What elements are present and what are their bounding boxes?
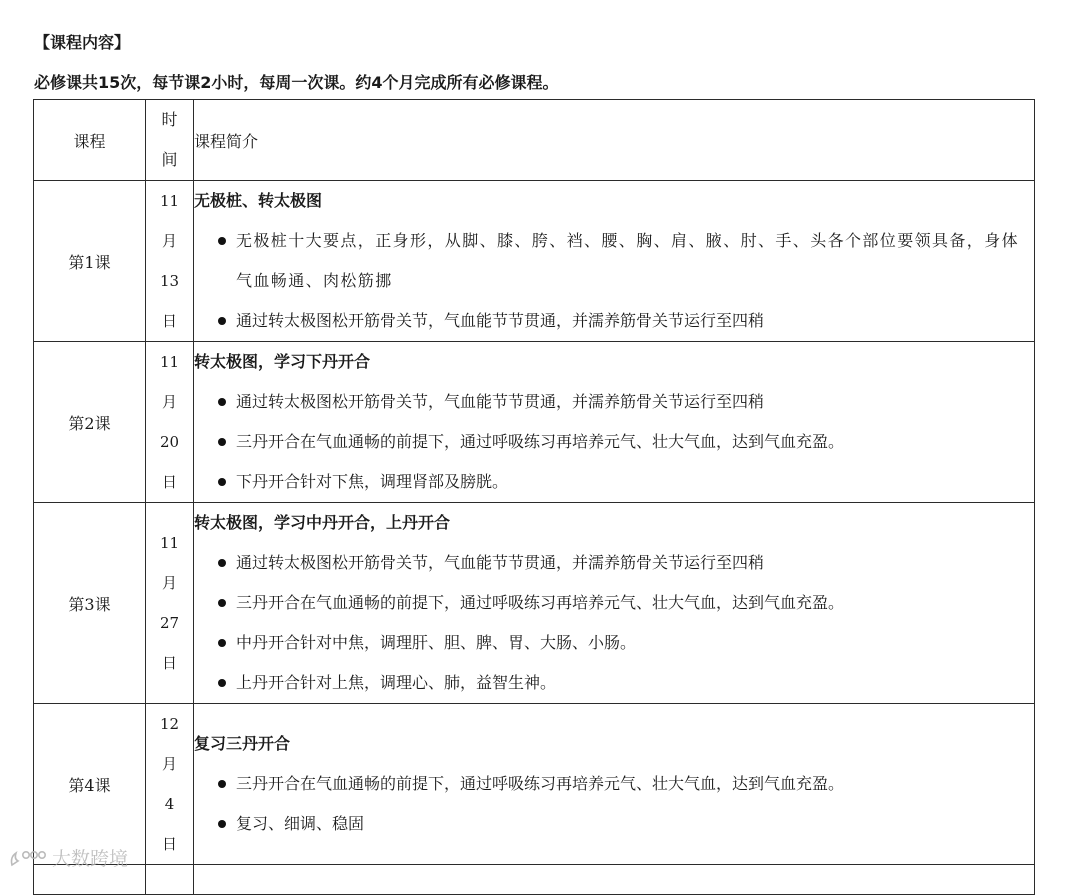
lesson-topic: 转太极图，学习中丹开合，上丹开合 — [194, 513, 451, 532]
lesson-date — [146, 181, 194, 342]
lesson-description — [194, 503, 1035, 704]
bullet-icon — [218, 780, 226, 788]
list-item — [194, 543, 1034, 583]
point-text: 三丹开合在气血通畅的前提下，通过呼吸练习再培养元气、壮大气血，达到气血充盈。 — [236, 593, 845, 612]
lesson-name: 第4课 — [34, 704, 146, 865]
date-part: 27 — [159, 614, 180, 632]
lesson-points — [194, 382, 1034, 502]
header-time-char-1: 时 — [161, 110, 178, 129]
bullet-icon — [218, 237, 226, 245]
section-title: 【课程内容】 — [34, 33, 131, 52]
lesson-points — [194, 764, 1034, 844]
date-part: 日 — [161, 312, 177, 330]
lesson-name: 第3课 — [34, 503, 146, 704]
point-text: 三丹开合在气血通畅的前提下，通过呼吸练习再培养元气、壮大气血，达到气血充盈。 — [236, 774, 845, 793]
list-item — [194, 804, 1034, 844]
list-item — [194, 422, 1034, 462]
bullet-icon — [218, 438, 226, 446]
lesson-topic: 复习三丹开合 — [194, 734, 291, 753]
date-part: 月 — [161, 393, 177, 411]
table-row — [34, 704, 1035, 865]
lesson-points — [194, 221, 1034, 341]
point-text: 无极桩十大要点，正身形，从脚、膝、胯、裆、腰、胸、肩、腋、肘、手、头各个部位要领具备，身体气血畅通、肉松筋挪 — [236, 231, 1020, 290]
lesson-date — [146, 503, 194, 704]
lesson-date — [146, 704, 194, 865]
course-table — [33, 99, 1035, 895]
lesson-topic: 转太极图，学习下丹开合 — [194, 352, 371, 371]
watermark — [8, 844, 128, 871]
table-row — [34, 181, 1035, 342]
list-item — [194, 462, 1034, 502]
date-part: 日 — [161, 654, 177, 672]
lesson-description — [194, 342, 1035, 503]
list-item — [194, 301, 1034, 341]
header-time-char-2: 间 — [161, 150, 178, 169]
point-text: 上丹开合针对上焦，调理心、肺，益智生神。 — [236, 673, 557, 692]
list-item — [194, 623, 1034, 663]
point-text: 复习、细调、稳固 — [236, 814, 365, 833]
table-row — [34, 503, 1035, 704]
bullet-icon — [218, 599, 226, 607]
table-row — [34, 342, 1035, 503]
lesson-date — [146, 342, 194, 503]
point-text: 通过转太极图松开筋骨关节，气血能节节贯通，并濡养筋骨关节运行至四稍 — [236, 392, 765, 411]
date-part: 日 — [161, 473, 177, 491]
bullet-icon — [218, 398, 226, 406]
bullet-icon — [218, 679, 226, 687]
date-part: 13 — [159, 272, 180, 290]
lesson-topic: 无极桩、转太极图 — [194, 191, 323, 210]
watermark-logo-icon — [8, 847, 48, 869]
list-item — [194, 663, 1034, 703]
list-item — [194, 764, 1034, 804]
date-part: 20 — [159, 433, 180, 451]
date-part: 11 — [159, 534, 180, 552]
bullet-icon — [218, 317, 226, 325]
date-part: 12 — [159, 715, 180, 733]
lesson-description — [194, 704, 1035, 865]
list-item — [194, 583, 1034, 623]
date-part: 月 — [161, 232, 177, 250]
lesson-description — [194, 181, 1035, 342]
header-course: 课程 — [34, 100, 146, 181]
header-description: 课程简介 — [194, 100, 1035, 181]
date-part: 月 — [161, 574, 177, 592]
point-text: 下丹开合针对下焦，调理肾部及膀胱。 — [236, 472, 509, 491]
point-text: 中丹开合针对中焦，调理肝、胆、脾、胃、大肠、小肠。 — [236, 633, 637, 652]
lesson-name: 第1课 — [34, 181, 146, 342]
lesson-name: 第2课 — [34, 342, 146, 503]
bullet-icon — [218, 559, 226, 567]
intro-text: 必修课共15次，每节课2小时，每周一次课。约4个月完成所有必修课程。 — [34, 73, 559, 92]
date-part: 日 — [161, 835, 177, 853]
list-item — [194, 382, 1034, 422]
point-text: 三丹开合在气血通畅的前提下，通过呼吸练习再培养元气、壮大气血，达到气血充盈。 — [236, 432, 845, 451]
bullet-icon — [218, 639, 226, 647]
date-part: 11 — [159, 192, 180, 210]
lesson-points — [194, 543, 1034, 703]
bullet-icon — [218, 478, 226, 486]
table-header-row — [34, 100, 1035, 181]
header-time — [146, 100, 194, 181]
list-item — [194, 221, 1034, 301]
bullet-icon — [218, 820, 226, 828]
point-text: 通过转太极图松开筋骨关节，气血能节节贯通，并濡养筋骨关节运行至四稍 — [236, 553, 765, 572]
date-part: 11 — [159, 353, 180, 371]
date-part: 月 — [161, 755, 177, 773]
watermark-text: 大数跨境 — [52, 848, 129, 870]
point-text: 通过转太极图松开筋骨关节，气血能节节贯通，并濡养筋骨关节运行至四稍 — [236, 311, 765, 330]
date-part: 4 — [164, 795, 175, 813]
